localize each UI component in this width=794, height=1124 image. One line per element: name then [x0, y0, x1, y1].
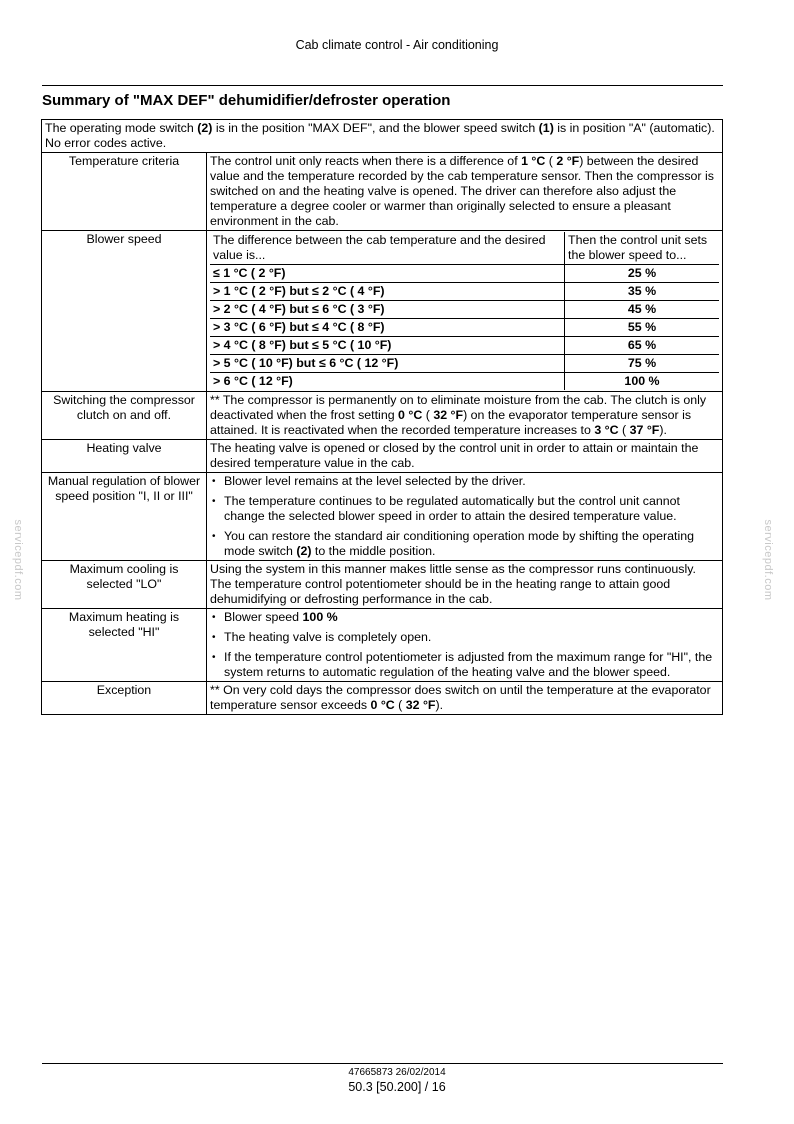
max-cooling-row — [42, 561, 723, 609]
condition-cell: > 2 °C ( 4 °F) but ≤ 6 °C ( 3 °F) — [210, 301, 565, 319]
speed-cell: 75 % — [565, 355, 720, 373]
speed-cell: 100 % — [624, 374, 660, 388]
table-row — [210, 283, 719, 301]
row-label: Maximum cooling is selected "LO" — [42, 561, 207, 609]
speed-cell: 35 % — [565, 283, 720, 301]
page-header: Cab climate control - Air conditioning — [295, 38, 499, 52]
table-row — [210, 319, 719, 337]
manual-regulation-row — [42, 473, 723, 561]
heating-valve-row — [42, 440, 723, 473]
row-label: Temperature criteria — [42, 153, 207, 231]
page-number: 50.3 [50.200] / 16 — [348, 1080, 446, 1094]
row-label: Switching the compressor clutch on and off. — [42, 392, 207, 440]
watermark-left: servicepdf.com — [12, 519, 24, 601]
condition-cell: > 6 °C ( 12 °F) — [210, 373, 565, 391]
max-heating-row — [42, 609, 723, 682]
condition-cell: > 4 °C ( 8 °F) but ≤ 5 °C ( 10 °F) — [210, 337, 565, 355]
blower-header-row — [210, 232, 719, 265]
row-text: The heating valve is opened or closed by the control unit in order to attain or maintain the desired temperature value in the cab. — [207, 440, 723, 473]
summary-table — [41, 119, 723, 715]
speed-cell: 55 % — [565, 319, 720, 337]
watermark-right: servicepdf.com — [762, 519, 774, 601]
row-text: The control unit only reacts when there is a difference of 1 °C ( 2 °F) between the desired value and the temperature recorded by the cab temperature sensor. Then the compressor is switched on and the heating valve is opened. The driver can therefore also adjust the temperature a degree cooler or warmer than originally selected to ensure a pleasant environment in the cab. — [207, 153, 723, 231]
blower-speed-row — [42, 231, 723, 392]
row-label: Exception — [42, 682, 207, 715]
row-text: ** The compressor is permanently on to eliminate moisture from the cab. The clutch is only deactivated when the frost setting 0 °C ( 32 °F) on the evaporator temperature sensor is attained. It is reactivated when the recorded temperature increases to 3 °C ( 37 °F). — [207, 392, 723, 440]
speed-cell: 45 % — [565, 301, 720, 319]
condition-cell: ≤ 1 °C ( 2 °F) — [210, 265, 565, 283]
list-item: • Blower level remains at the level selected by the driver. — [210, 474, 719, 489]
table-row — [210, 337, 719, 355]
speed-cell: 65 % — [565, 337, 720, 355]
row-text — [207, 473, 723, 561]
table-row — [210, 265, 719, 283]
temperature-criteria-row — [42, 153, 723, 231]
blower-speed-table — [210, 232, 719, 390]
footer-rule — [42, 1063, 723, 1064]
blower-speed-cell — [207, 231, 723, 392]
list-item: • You can restore the standard air conditioning operation mode by shifting the operating mode switch (2) to the middle position. — [210, 529, 719, 559]
list-item: • Blower speed 100 % — [210, 610, 719, 625]
col-header-speed: Then the control unit sets the blower speed to... — [565, 232, 720, 265]
bullet-list — [210, 474, 719, 559]
row-text — [207, 609, 723, 682]
header-rule — [42, 85, 723, 86]
intro-row — [42, 120, 723, 153]
table-row — [210, 301, 719, 319]
table-row — [210, 355, 719, 373]
list-item: • If the temperature control potentiometer is adjusted from the maximum range for "HI", the system returns to automatic regulation of the heating valve and the blower speed. — [210, 650, 719, 680]
exception-row — [42, 682, 723, 715]
list-item: • The temperature continues to be regulated automatically but the control unit cannot change the selected blower speed in order to attain the desired temperature value. — [210, 494, 719, 524]
row-text: Using the system in this manner makes little sense as the compressor runs continuously. The temperature control potentiometer should be in the heating range to attain good dehumidifying or defrosting performance in the cab. — [207, 561, 723, 609]
document-number: 47665873 26/02/2014 — [348, 1067, 446, 1078]
intro-cell: The operating mode switch (2) is in the position "MAX DEF", and the blower speed switch (1) is in position "A" (automatic). No error codes active. — [42, 120, 723, 153]
condition-cell: > 3 °C ( 6 °F) but ≤ 4 °C ( 8 °F) — [210, 319, 565, 337]
list-item: • The heating valve is completely open. — [210, 630, 719, 645]
speed-cell: 25 % — [565, 265, 720, 283]
row-text: ** On very cold days the compressor does switch on until the temperature at the evaporator temperature sensor exceeds 0 °C ( 32 °F). — [207, 682, 723, 715]
bullet-list — [210, 610, 719, 680]
row-label: Blower speed — [42, 231, 207, 392]
condition-cell: > 1 °C ( 2 °F) but ≤ 2 °C ( 4 °F) — [210, 283, 565, 301]
page-title: Summary of "MAX DEF" dehumidifier/defroster operation — [42, 92, 451, 109]
compressor-clutch-row — [42, 392, 723, 440]
row-label: Heating valve — [42, 440, 207, 473]
condition-cell: > 5 °C ( 10 °F) but ≤ 6 °C ( 12 °F) — [210, 355, 565, 373]
col-header-difference: The difference between the cab temperature and the desired value is... — [210, 232, 565, 265]
row-label: Manual regulation of blower speed position "I, II or III" — [42, 473, 207, 561]
row-label: Maximum heating is selected "HI" — [42, 609, 207, 682]
table-row — [210, 373, 719, 391]
